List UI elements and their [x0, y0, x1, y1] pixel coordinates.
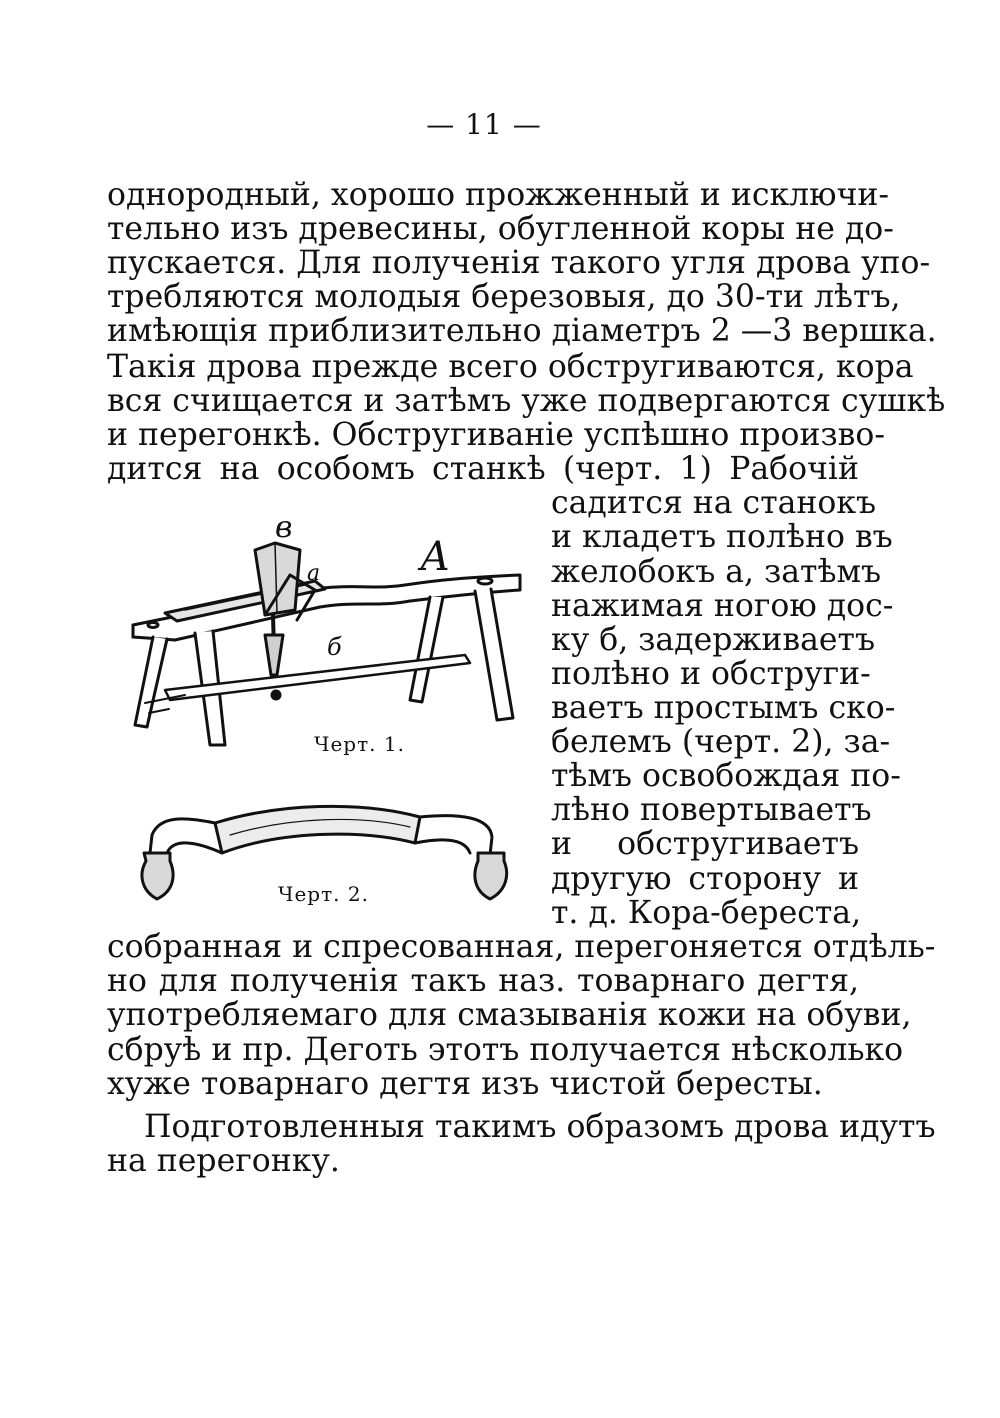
text-line-wrap: полѣно и обструги- — [551, 656, 871, 692]
label-v: в — [275, 510, 293, 545]
figure-1-caption: Черт. 1. — [314, 732, 405, 756]
figure-2-caption: Черт. 2. — [278, 882, 369, 906]
text-line: употребляемаго для смазыванія кожи на обуви, — [107, 997, 912, 1033]
text-line-wrap: садится на станокъ — [551, 485, 877, 521]
text-line: пускается. Для полученія такого угля дрова упо- — [107, 245, 931, 281]
text-line: Подготовленныя такимъ образомъ дрова идутъ — [144, 1109, 936, 1145]
text-line: дится на особомъ станкѣ (черт. 1) Рабочій — [107, 451, 859, 487]
text-line: требляются молодыя березовыя, до 30-ти лѣтъ, — [107, 279, 901, 315]
text-line: собранная и спресованная, перегоняется отдѣль- — [107, 929, 936, 965]
text-line-wrap: лѣно повертываетъ — [551, 792, 872, 828]
text-line: однородный, хорошо прожженный и исключи- — [107, 177, 890, 213]
text-line: тельно изъ древесины, обугленной коры не до- — [107, 211, 894, 247]
text-line: хуже товарнаго дегтя изъ чистой бересты. — [107, 1066, 823, 1102]
text-line-wrap: белемъ (черт. 2), за- — [551, 724, 891, 760]
text-line: сбруѣ и пр. Деготь этотъ получается нѣсколько — [107, 1032, 904, 1068]
text-line-wrap: ку б, задерживаетъ — [551, 622, 875, 658]
text-line: вся счищается и затѣмъ уже подвергаются сушкѣ — [107, 383, 946, 419]
text-line-wrap: нажимая ногою дос- — [551, 588, 894, 624]
page-number: — 11 — — [426, 108, 542, 141]
text-line: имѣющія приблизительно діаметръ 2 —3 вершка. — [107, 313, 937, 349]
text-line-wrap: и кладетъ полѣно въ — [551, 519, 893, 555]
bench-illustration — [125, 510, 525, 755]
text-line: и перегонкѣ. Обстругиваніе успѣшно произво- — [107, 417, 885, 453]
text-line-wrap: т. д. Кора-береста, — [551, 895, 862, 931]
text-line-wrap: желобокъ а, затѣмъ — [551, 554, 881, 590]
label-A: А — [420, 534, 451, 580]
text-line: но для полученія такъ наз. товарнаго дегтя, — [107, 963, 859, 999]
text-line-wrap: ваетъ простымъ ско- — [551, 690, 896, 726]
label-a: а — [307, 561, 321, 586]
text-line-wrap: и обстругиваетъ — [551, 826, 859, 862]
label-b: б — [327, 633, 342, 661]
text-line: на перегонку. — [107, 1143, 340, 1179]
text-line: Такія дрова прежде всего обстругиваются, кора — [107, 349, 914, 385]
text-line-wrap: тѣмъ освобождая по- — [551, 758, 901, 794]
text-line-wrap: другую сторону и — [551, 861, 859, 897]
